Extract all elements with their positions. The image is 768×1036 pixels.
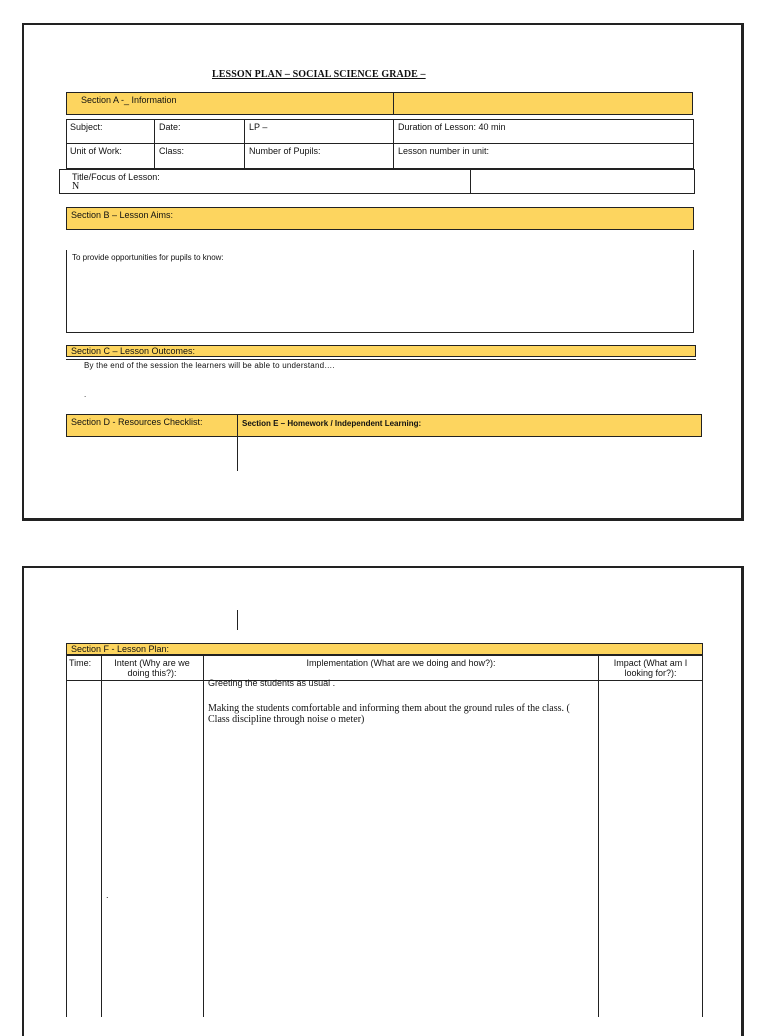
lesson-number-field: Lesson number in unit: [398, 146, 490, 156]
section-a-header [66, 92, 394, 115]
document-page-2 [22, 566, 744, 1036]
class-field: Class: [159, 146, 185, 156]
lp-field: LP – [249, 122, 268, 132]
section-b-header [66, 207, 694, 230]
section-f-header [66, 643, 703, 655]
section-e-header [237, 414, 702, 437]
aims-text: To provide opportunities for pupils to know: [72, 253, 224, 262]
document-title: LESSON PLAN – SOCIAL SCIENCE GRADE – [212, 69, 426, 80]
col-impact-header: Impact (What am I looking for?): [613, 658, 688, 678]
section-c-label: Section C – Lesson Outcomes: [71, 346, 196, 356]
outcome-text: By the end of the session the learners will be able to understand…. [84, 361, 335, 370]
title-focus-label: Title/Focus of Lesson: [72, 172, 160, 182]
col-time-header: Time: [69, 658, 92, 668]
unit-of-work-field: Unit of Work: [70, 146, 122, 156]
section-a-header-right [393, 92, 693, 115]
title-focus-value: N [72, 181, 80, 192]
document-page-1 [22, 23, 744, 521]
duration-field: Duration of Lesson: 40 min [398, 122, 506, 132]
subject-field: Subject: [70, 122, 103, 132]
impl-line-1: Greeting the students as usual . [208, 678, 336, 688]
col-implementation-header: Implementation (What are we doing and how?): [306, 658, 496, 668]
section-b-label: Section B – Lesson Aims: [71, 210, 174, 220]
text-cursor [237, 610, 238, 630]
impl-line-2: Making the students comfortable and informing them about the ground rules of the class. ( Class discipline through noise o meter) [208, 703, 570, 725]
outcome-dot: . [84, 390, 87, 399]
date-field: Date: [159, 122, 181, 132]
section-c-header [66, 345, 696, 357]
number-of-pupils-field: Number of Pupils: [249, 146, 321, 156]
col-intent-header: Intent (Why are we doing this?): [114, 658, 190, 678]
section-d-header [66, 414, 238, 437]
section-e-label: Section E – Homework / Independent Learning: [242, 419, 422, 428]
section-f-label: Section F - Lesson Plan: [71, 644, 170, 654]
intent-dot: . [106, 890, 109, 900]
section-a-label: Section A -_ Information [81, 95, 177, 105]
section-d-label: Section D - Resources Checklist: [71, 417, 203, 427]
